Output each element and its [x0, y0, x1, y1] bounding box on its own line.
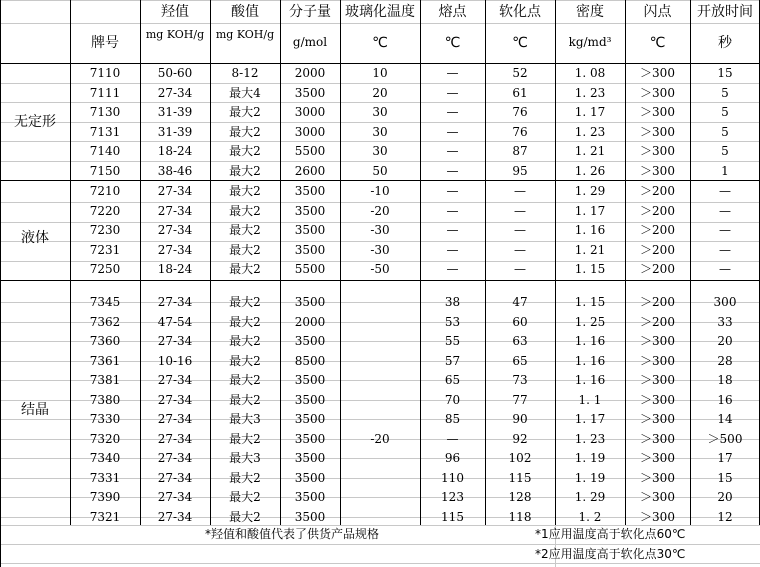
- cell-tg: 20: [372, 85, 388, 100]
- cell-mp: 96: [444, 451, 461, 465]
- application-note-1: *1应用温度高于软化点60℃: [535, 527, 686, 541]
- cell-mp: —: [446, 105, 459, 119]
- cell-open: 12: [717, 509, 733, 524]
- cell-density: 1. 15: [574, 262, 606, 276]
- cell-flash: ＞300: [640, 105, 675, 119]
- cell-open: 33: [717, 314, 733, 329]
- cell-sp: —: [514, 223, 526, 237]
- cell-tg: -10: [370, 184, 390, 198]
- cell-flash: ＞300: [640, 163, 675, 178]
- cell-brand: 7340: [89, 451, 121, 465]
- cell-mp: 57: [444, 353, 461, 368]
- cell-sp: 73: [512, 373, 528, 387]
- cell-tg: -20: [370, 431, 390, 446]
- header-acid: 酸值: [231, 4, 259, 20]
- cell-brand: 7390: [89, 490, 121, 504]
- cell-acid: 最大2: [229, 242, 261, 257]
- cell-mp: —: [446, 203, 459, 218]
- cell-acid: 最大2: [229, 470, 261, 485]
- cell-density: 1. 16: [574, 223, 606, 237]
- cell-acid: 最大2: [229, 490, 261, 504]
- cell-acid: 最大2: [229, 509, 261, 524]
- cell-sp: 47: [512, 295, 528, 309]
- cell-flash: ＞300: [640, 490, 675, 504]
- cell-acid: 最大2: [229, 373, 261, 387]
- cell-hydroxyl: 27-34: [157, 242, 193, 257]
- cell-brand: 7231: [89, 242, 121, 257]
- cell-hydroxyl: 27-34: [157, 334, 193, 348]
- cell-sp: 90: [512, 412, 528, 426]
- cell-sp: 76: [512, 124, 528, 139]
- cell-flash: ＞300: [640, 509, 675, 524]
- cell-mw: 3000: [294, 105, 326, 119]
- header-flash-point: 闪点: [643, 4, 672, 20]
- cell-hydroxyl: 38-46: [157, 163, 193, 178]
- cell-brand: 7381: [89, 373, 121, 387]
- cell-density: 1. 19: [574, 470, 606, 485]
- cell-tg: 30: [372, 144, 388, 158]
- cell-flash: ＞300: [640, 451, 675, 465]
- cell-sp: —: [514, 262, 526, 276]
- cell-mw: 3000: [294, 124, 326, 139]
- cell-brand: 7361: [89, 353, 121, 368]
- cell-mp: —: [446, 85, 459, 100]
- cell-acid: 最大3: [229, 451, 261, 465]
- grid-vline: [0, 0, 1, 567]
- cell-mp: —: [446, 66, 459, 80]
- cell-flash: ＞200: [640, 203, 675, 218]
- grid-hline: [0, 0, 760, 1]
- cell-density: 1. 16: [574, 334, 606, 348]
- unit-flash-point: ℃: [649, 35, 666, 51]
- grid-hline: [0, 280, 760, 281]
- cell-mw: 8500: [294, 353, 326, 368]
- cell-acid: 8-12: [231, 66, 259, 80]
- cell-brand: 7380: [89, 392, 121, 407]
- cell-density: 1. 2: [578, 509, 602, 524]
- cell-mp: —: [446, 184, 459, 198]
- cell-brand: 7331: [89, 470, 121, 485]
- header-glass-transition: 玻璃化温度: [345, 4, 415, 20]
- cell-brand: 7321: [89, 509, 121, 524]
- cell-tg: [340, 508, 420, 526]
- unit-open-time: 秒: [718, 35, 732, 51]
- cell-hydroxyl: 27-34: [157, 203, 193, 218]
- cell-mw: 3500: [294, 334, 326, 348]
- cell-mw: 5500: [294, 144, 326, 158]
- cell-density: 1. 1: [578, 392, 602, 407]
- cell-open: 17: [717, 451, 733, 465]
- cell-acid: 最大2: [229, 262, 261, 276]
- cell-open: 1: [721, 163, 729, 178]
- cell-mp: 55: [444, 334, 461, 348]
- cell-acid: 最大2: [229, 353, 261, 368]
- cell-open: 16: [717, 392, 733, 407]
- cell-open: ＞500: [707, 431, 743, 446]
- cell-sp: 102: [508, 451, 532, 465]
- cell-flash: ＞300: [640, 334, 675, 348]
- cell-flash: ＞300: [640, 144, 675, 158]
- cell-mp: —: [446, 163, 459, 178]
- cell-hydroxyl: 27-34: [157, 184, 193, 198]
- cell-flash: ＞300: [640, 373, 675, 387]
- cell-open: 15: [717, 470, 733, 485]
- unit-density: kg/md³: [568, 35, 612, 49]
- cell-open: 5: [721, 144, 729, 158]
- cell-flash: ＞200: [640, 223, 675, 237]
- cell-brand: 7250: [89, 262, 121, 276]
- cell-sp: 115: [508, 470, 532, 485]
- cell-mp: —: [446, 144, 459, 158]
- cell-density: 1. 23: [574, 431, 606, 446]
- cell-hydroxyl: 31-39: [157, 124, 193, 139]
- grid-hline: [0, 563, 760, 564]
- unit-hydroxyl: mg KOH/g: [145, 28, 205, 41]
- cell-sp: —: [514, 203, 526, 218]
- cell-hydroxyl: 18-24: [157, 144, 193, 158]
- cell-density: 1. 21: [574, 144, 606, 158]
- cell-hydroxyl: 27-34: [157, 85, 193, 100]
- cell-open: —: [719, 262, 731, 276]
- cell-sp: 95: [512, 163, 528, 178]
- cell-mw: 3500: [294, 184, 326, 198]
- cell-flash: ＞300: [640, 431, 675, 446]
- cell-open: 14: [717, 412, 733, 426]
- cell-sp: —: [514, 242, 526, 257]
- cell-mw: 3500: [294, 295, 326, 309]
- cell-open: —: [719, 203, 731, 218]
- cell-open: —: [719, 223, 731, 237]
- cell-brand: 7360: [89, 334, 121, 348]
- cell-acid: 最大2: [229, 105, 261, 119]
- cell-density: 1. 16: [574, 373, 606, 387]
- cell-mp: 110: [441, 470, 464, 485]
- cell-density: 1. 23: [574, 124, 606, 139]
- unit-melting-point: ℃: [444, 35, 461, 51]
- cell-flash: ＞200: [640, 314, 675, 329]
- cell-density: 1. 17: [574, 412, 606, 426]
- group-label-liquid: 液体: [21, 230, 49, 246]
- cell-density: 1. 29: [574, 184, 606, 198]
- cell-mw: 3500: [294, 242, 326, 257]
- cell-brand: 7140: [89, 144, 121, 158]
- cell-mw: 3500: [294, 203, 326, 218]
- cell-open: 5: [721, 85, 729, 100]
- cell-density: 1. 08: [574, 66, 606, 80]
- cell-density: 1. 29: [574, 490, 606, 504]
- cell-flash: ＞200: [640, 242, 675, 257]
- cell-tg: -50: [370, 262, 390, 276]
- cell-acid: 最大2: [229, 144, 261, 158]
- cell-flash: ＞200: [640, 184, 675, 198]
- cell-acid: 最大2: [229, 392, 261, 407]
- cell-density: 1. 26: [574, 163, 606, 178]
- cell-hydroxyl: 31-39: [157, 105, 193, 119]
- cell-mw: 3500: [294, 223, 326, 237]
- cell-density: 1. 17: [574, 105, 606, 119]
- cell-mw: 2600: [294, 163, 326, 178]
- cell-tg: [340, 469, 420, 487]
- cell-sp: 61: [512, 85, 528, 100]
- cell-mp: 38: [444, 295, 461, 309]
- cell-sp: 77: [512, 392, 528, 407]
- unit-acid: mg KOH/g: [215, 28, 275, 41]
- cell-tg: [340, 352, 420, 370]
- cell-mw: 2000: [294, 314, 326, 329]
- cell-mp: —: [446, 242, 459, 257]
- cell-sp: —: [514, 184, 526, 198]
- cell-mp: 53: [444, 314, 461, 329]
- unit-softening-point: ℃: [512, 35, 528, 51]
- cell-tg: [340, 488, 420, 506]
- cell-brand: 7110: [89, 66, 121, 80]
- cell-mp: 70: [444, 392, 461, 407]
- cell-sp: 52: [512, 66, 528, 80]
- cell-flash: ＞300: [640, 470, 675, 485]
- header-open-time: 开放时间: [697, 4, 753, 20]
- cell-sp: 118: [508, 509, 532, 524]
- cell-brand: 7150: [89, 163, 121, 178]
- cell-open: 300: [713, 295, 737, 309]
- cell-flash: ＞200: [640, 262, 675, 276]
- cell-mp: —: [446, 431, 459, 446]
- unit-molecular-weight: g/mol: [292, 35, 328, 49]
- cell-brand: 7320: [89, 431, 121, 446]
- cell-acid: 最大4: [229, 85, 261, 100]
- cell-brand: 7111: [89, 85, 121, 100]
- cell-tg: [340, 371, 420, 389]
- cell-acid: 最大2: [229, 295, 261, 309]
- cell-open: 15: [717, 66, 733, 80]
- grid-hline: [0, 23, 760, 24]
- cell-sp: 92: [512, 431, 528, 446]
- cell-brand: 7230: [89, 223, 121, 237]
- cell-hydroxyl: 18-24: [157, 262, 193, 276]
- cell-open: —: [719, 184, 731, 198]
- cell-acid: 最大2: [229, 184, 261, 198]
- header-brand: 牌号: [91, 35, 119, 51]
- cell-mw: 3500: [294, 373, 326, 387]
- cell-tg: [340, 313, 420, 331]
- application-note-2: *2应用温度高于软化点30℃: [535, 547, 686, 561]
- cell-tg: 30: [372, 105, 388, 119]
- cell-brand: 7220: [89, 203, 121, 218]
- cell-density: 1. 15: [574, 295, 606, 309]
- cell-flash: ＞300: [640, 85, 675, 100]
- cell-density: 1. 16: [574, 353, 606, 368]
- cell-brand: 7130: [89, 105, 121, 119]
- cell-tg: 30: [372, 124, 388, 139]
- cell-open: 20: [717, 490, 733, 504]
- cell-open: 5: [721, 124, 729, 139]
- cell-tg: [340, 449, 420, 467]
- cell-density: 1. 19: [574, 451, 606, 465]
- cell-mw: 3500: [294, 509, 326, 524]
- cell-hydroxyl: 27-34: [157, 295, 193, 309]
- cell-flash: ＞300: [640, 66, 675, 80]
- grid-hline: [0, 180, 760, 181]
- cell-mp: 65: [444, 373, 461, 387]
- cell-mw: 2000: [294, 66, 326, 80]
- cell-acid: 最大2: [229, 124, 261, 139]
- cell-acid: 最大2: [229, 203, 261, 218]
- cell-hydroxyl: 27-34: [157, 451, 193, 465]
- cell-flash: ＞300: [640, 412, 675, 426]
- cell-hydroxyl: 27-34: [157, 373, 193, 387]
- cell-hydroxyl: 27-34: [157, 412, 193, 426]
- cell-flash: ＞200: [640, 295, 675, 309]
- cell-density: 1. 25: [574, 314, 606, 329]
- header-melting-point: 熔点: [438, 4, 467, 20]
- cell-open: —: [719, 242, 731, 257]
- cell-flash: ＞300: [640, 353, 675, 368]
- cell-sp: 87: [512, 144, 528, 158]
- cell-open: 18: [717, 373, 733, 387]
- cell-hydroxyl: 27-34: [157, 490, 193, 504]
- cell-tg: [340, 410, 420, 428]
- header-density: 密度: [576, 4, 604, 20]
- cell-mp: —: [446, 223, 459, 237]
- cell-acid: 最大2: [229, 163, 261, 178]
- cell-mw: 3500: [294, 85, 326, 100]
- header-softening-point: 软化点: [499, 4, 541, 20]
- cell-mw: 3500: [294, 392, 326, 407]
- cell-mw: 3500: [294, 470, 326, 485]
- cell-hydroxyl: 27-34: [157, 431, 193, 446]
- cell-open: 20: [717, 334, 733, 348]
- cell-density: 1. 17: [574, 203, 606, 218]
- cell-hydroxyl: 27-34: [157, 392, 193, 407]
- cell-mw: 3500: [294, 431, 326, 446]
- cell-mw: 3500: [294, 490, 326, 504]
- cell-mp: —: [446, 262, 459, 276]
- cell-mp: 123: [441, 490, 464, 504]
- cell-acid: 最大3: [229, 412, 261, 426]
- cell-sp: 60: [512, 314, 528, 329]
- cell-acid: 最大2: [229, 334, 261, 348]
- cell-brand: 7131: [89, 124, 121, 139]
- cell-mp: —: [446, 124, 459, 139]
- cell-mw: 3500: [294, 412, 326, 426]
- group-label-amorphous: 无定形: [14, 114, 56, 130]
- cell-sp: 76: [512, 105, 528, 119]
- cell-density: 1. 21: [574, 242, 606, 257]
- cell-tg: -20: [370, 203, 390, 218]
- cell-sp: 65: [512, 353, 528, 368]
- cell-acid: 最大2: [229, 314, 261, 329]
- cell-density: 1. 23: [574, 85, 606, 100]
- cell-flash: ＞300: [640, 392, 675, 407]
- cell-hydroxyl: 10-16: [157, 353, 193, 368]
- cell-tg: -30: [370, 242, 390, 257]
- cell-mp: 85: [444, 412, 461, 426]
- cell-mp: 115: [441, 509, 464, 524]
- cell-hydroxyl: 50-60: [157, 66, 193, 80]
- cell-hydroxyl: 27-34: [157, 470, 193, 485]
- cell-tg: [340, 293, 420, 311]
- cell-acid: 最大2: [229, 223, 261, 237]
- cell-mw: 3500: [294, 451, 326, 465]
- cell-hydroxyl: 47-54: [157, 314, 193, 329]
- cell-mw: 5500: [294, 262, 326, 276]
- group-label-crystalline: 结晶: [21, 402, 49, 418]
- cell-flash: ＞300: [640, 124, 675, 139]
- cell-tg: 50: [372, 163, 388, 178]
- cell-tg: -30: [370, 223, 390, 237]
- cell-tg: 10: [372, 66, 388, 80]
- cell-brand: 7210: [89, 184, 121, 198]
- cell-brand: 7330: [89, 412, 121, 426]
- spec-note: *羟值和酸值代表了供货产品规格: [205, 527, 380, 541]
- cell-hydroxyl: 27-34: [157, 223, 193, 237]
- unit-glass-transition: ℃: [372, 35, 388, 51]
- cell-brand: 7362: [89, 314, 121, 329]
- cell-brand: 7345: [89, 295, 121, 309]
- cell-open: 5: [721, 105, 729, 119]
- cell-tg: [340, 391, 420, 409]
- header-hydroxyl: 羟值: [161, 4, 189, 20]
- cell-open: 28: [717, 353, 733, 368]
- header-molecular-weight: 分子量: [289, 4, 331, 20]
- cell-sp: 63: [512, 334, 528, 348]
- cell-sp: 128: [508, 490, 532, 504]
- cell-acid: 最大2: [229, 431, 261, 446]
- cell-hydroxyl: 27-34: [157, 509, 193, 524]
- cell-tg: [340, 332, 420, 350]
